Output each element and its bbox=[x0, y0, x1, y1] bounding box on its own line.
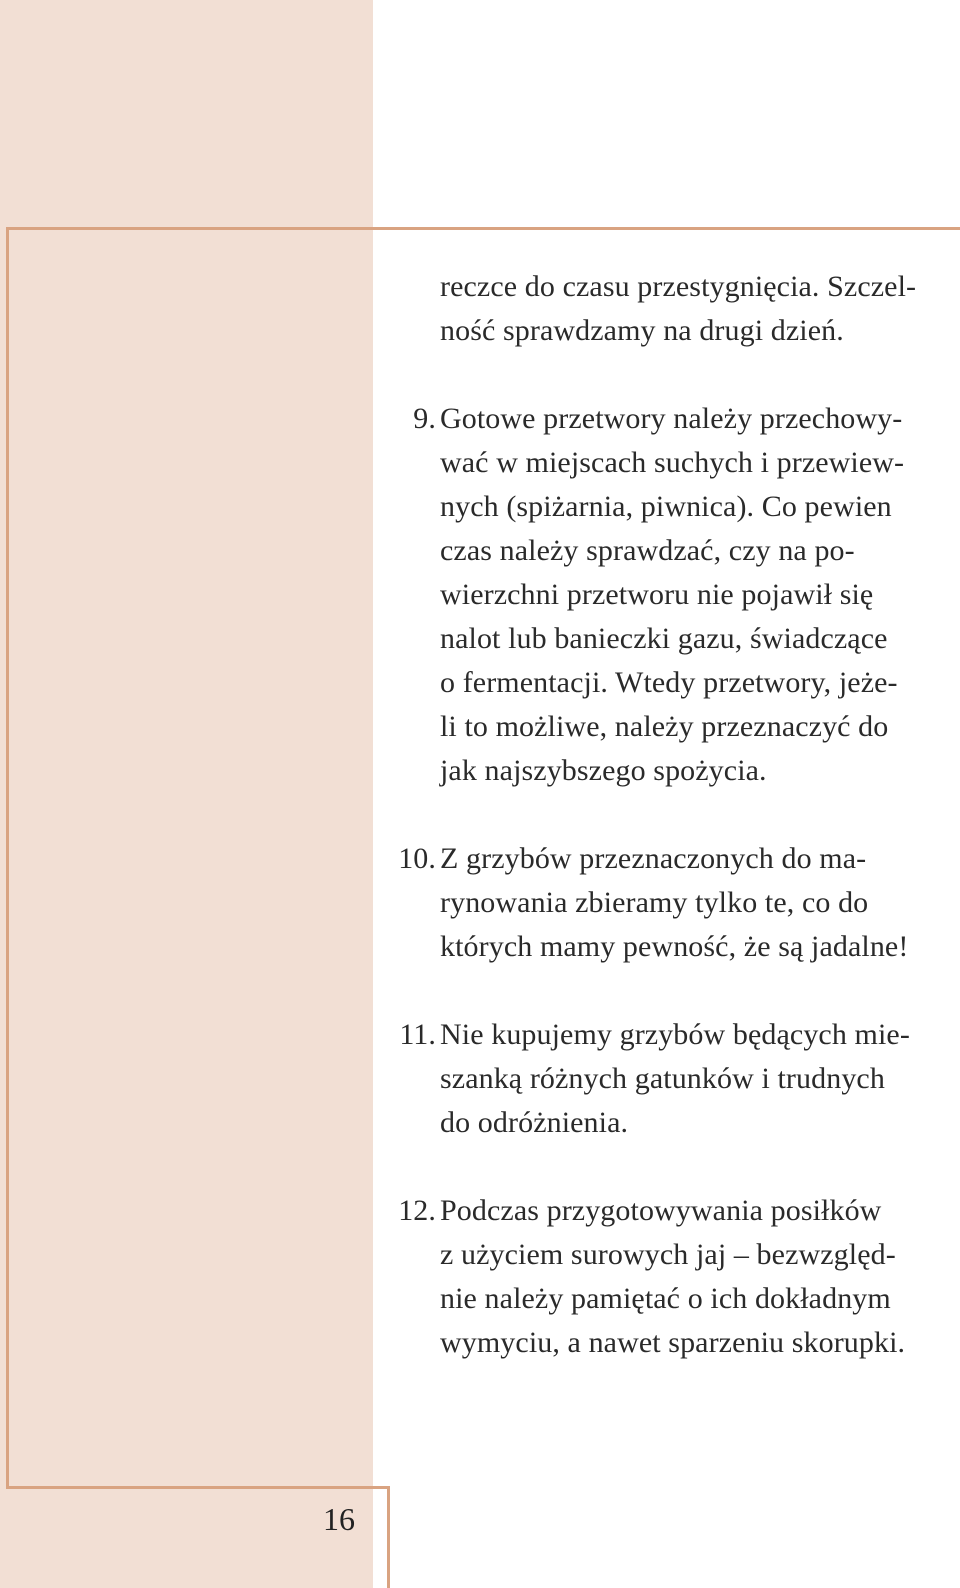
list-item-10 bbox=[398, 837, 952, 969]
frame-bottom-rule bbox=[6, 1486, 390, 1489]
text-line: reczce do czasu przestygnięcia. Szczel- bbox=[440, 270, 917, 303]
list-number: 12. bbox=[398, 1194, 436, 1227]
list-number: 10. bbox=[398, 842, 436, 875]
text-line: wymyciu, a nawet sparzeniu skorupki. bbox=[440, 1326, 906, 1359]
text-line: nych (spiżarnia, piwnica). Co pewien bbox=[440, 490, 892, 523]
text-line: nalot lub banieczki gazu, świadczące bbox=[440, 622, 888, 655]
text-line: jak najszybszego spożycia. bbox=[440, 754, 767, 787]
frame-right-rule bbox=[387, 1486, 390, 1588]
text-line: czas należy sprawdzać, czy na po- bbox=[440, 534, 855, 567]
text-line: wierzchni przetworu nie pojawił się bbox=[440, 578, 874, 611]
text-line: szanką różnych gatunków i trudnych bbox=[440, 1062, 885, 1095]
frame-top-rule bbox=[6, 227, 960, 230]
list-item-11 bbox=[399, 1013, 952, 1145]
text-line: li to możliwe, należy przeznaczyć do bbox=[440, 710, 889, 743]
text-line: rynowania zbieramy tylko te, co do bbox=[440, 886, 869, 919]
frame-left-rule bbox=[6, 227, 9, 1489]
text-line: Nie kupujemy grzybów będących mie- bbox=[440, 1018, 910, 1051]
text-line: o fermentacji. Wtedy przetwory, jeże- bbox=[440, 666, 898, 699]
page-number: 16 bbox=[323, 1501, 355, 1537]
text-line: których mamy pewność, że są jadalne! bbox=[440, 930, 909, 963]
list-number: 9. bbox=[413, 402, 436, 435]
list-number: 11. bbox=[399, 1018, 436, 1051]
side-panel bbox=[0, 0, 373, 1588]
list-item-9 bbox=[413, 397, 952, 793]
text-line: ność sprawdzamy na drugi dzień. bbox=[440, 314, 844, 347]
page-body bbox=[398, 265, 952, 1365]
text-line: wać w miejscach suchych i przewiew- bbox=[440, 446, 905, 479]
intro-paragraph bbox=[440, 265, 952, 353]
text-line: nie należy pamiętać o ich dokładnym bbox=[440, 1282, 891, 1315]
text-line: Z grzybów przeznaczonych do ma- bbox=[440, 842, 867, 875]
text-line: Podczas przygotowywania posiłków bbox=[440, 1194, 882, 1227]
text-line: Gotowe przetwory należy przechowy- bbox=[440, 402, 903, 435]
text-line: do odróżnienia. bbox=[440, 1106, 629, 1139]
list-item-12 bbox=[398, 1189, 952, 1365]
text-line: z użyciem surowych jaj – bezwzględ- bbox=[440, 1238, 896, 1271]
